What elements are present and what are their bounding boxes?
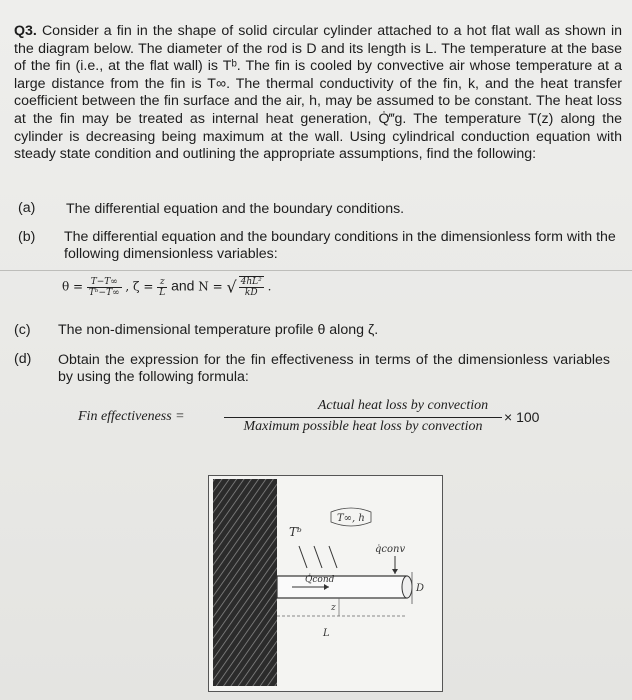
qcond-label: Q̇cond xyxy=(305,575,335,585)
tb-label: Tᵇ xyxy=(289,525,302,539)
effectiveness-multiplier: × 100 xyxy=(504,409,540,425)
theta-denominator: Tᵇ−T∞ xyxy=(88,287,120,298)
n-symbol: N = xyxy=(198,279,223,294)
effectiveness-denominator: Maximum possible heat loss by convection xyxy=(243,419,483,434)
tinf-label: T∞, h xyxy=(337,513,365,524)
fraction-bar xyxy=(224,417,502,418)
part-d-text: Obtain the expression for the fin effectiveness in terms of the dimensionless variables by using the following formula: xyxy=(58,352,610,385)
part-a-text: The differential equation and the boundary conditions. xyxy=(66,201,405,217)
n-denominator: kD xyxy=(244,288,258,298)
n-numerator: 4hL² xyxy=(240,277,262,287)
dimensionless-variables xyxy=(62,276,271,298)
question-text xyxy=(14,23,622,164)
sqrt-icon: √ xyxy=(226,277,237,297)
zeta-denominator: L xyxy=(159,287,166,298)
zeta-fraction xyxy=(157,277,167,298)
zeta-numerator: z xyxy=(157,277,167,288)
equation-period: . xyxy=(267,279,272,294)
part-b-label: (b) xyxy=(18,229,36,245)
theta-numerator: T−T∞ xyxy=(87,277,122,288)
part-b-text: The differential equation and the boundary conditions in the dimensionless form with the following dimensionless variables: xyxy=(64,229,616,262)
n-fraction xyxy=(239,276,264,298)
part-d-label: (d) xyxy=(14,351,32,367)
d-label: D xyxy=(416,583,425,594)
z-label: z xyxy=(331,603,336,613)
part-c-text: The non-dimensional temperature profile θ along ζ. xyxy=(58,322,379,338)
question-number: Q3. xyxy=(14,23,37,39)
zeta-symbol: , ζ = xyxy=(125,279,154,294)
theta-fraction xyxy=(87,277,122,298)
fin-tip xyxy=(402,576,412,598)
qconv-label: q̇conv xyxy=(375,544,406,555)
fin-diagram-svg xyxy=(209,476,442,691)
and-word: and xyxy=(171,277,195,294)
l-label: L xyxy=(323,628,330,639)
part-c-label: (c) xyxy=(14,322,31,338)
part-a-label: (a) xyxy=(18,200,36,216)
effectiveness-numerator: Actual heat loss by convection xyxy=(317,398,489,413)
fin-diagram xyxy=(208,475,443,692)
hot-wall xyxy=(213,479,277,686)
question-intro: Consider a fin in the shape of solid circular cylinder attached to a hot flat wall as shown in the diagram below. The diameter of the rod is D and its length is L. The temperature at the base of the fin (i.e., at the flat wall) is Tᵇ. The fin is cooled by convective air whose temperature at a large distance from the fin is T∞. The thermal conductivity of the fin, k, and the heat transfer coefficient between the fin surface and the air, h, may be assumed to be constant. The heat loss at the fin may be treated as internal heat generation, Q̇‴g. The temperature T(z) along the cylinder is decreasing being maximum at the wall. Using cylindrical conduction equation with steady state condition and outlining the appropriate assumptions, find the following: xyxy=(14,23,622,163)
effectiveness-lhs: Fin effectiveness = xyxy=(78,409,185,424)
page-fold-line xyxy=(0,270,632,271)
theta-symbol: θ = xyxy=(62,279,84,294)
